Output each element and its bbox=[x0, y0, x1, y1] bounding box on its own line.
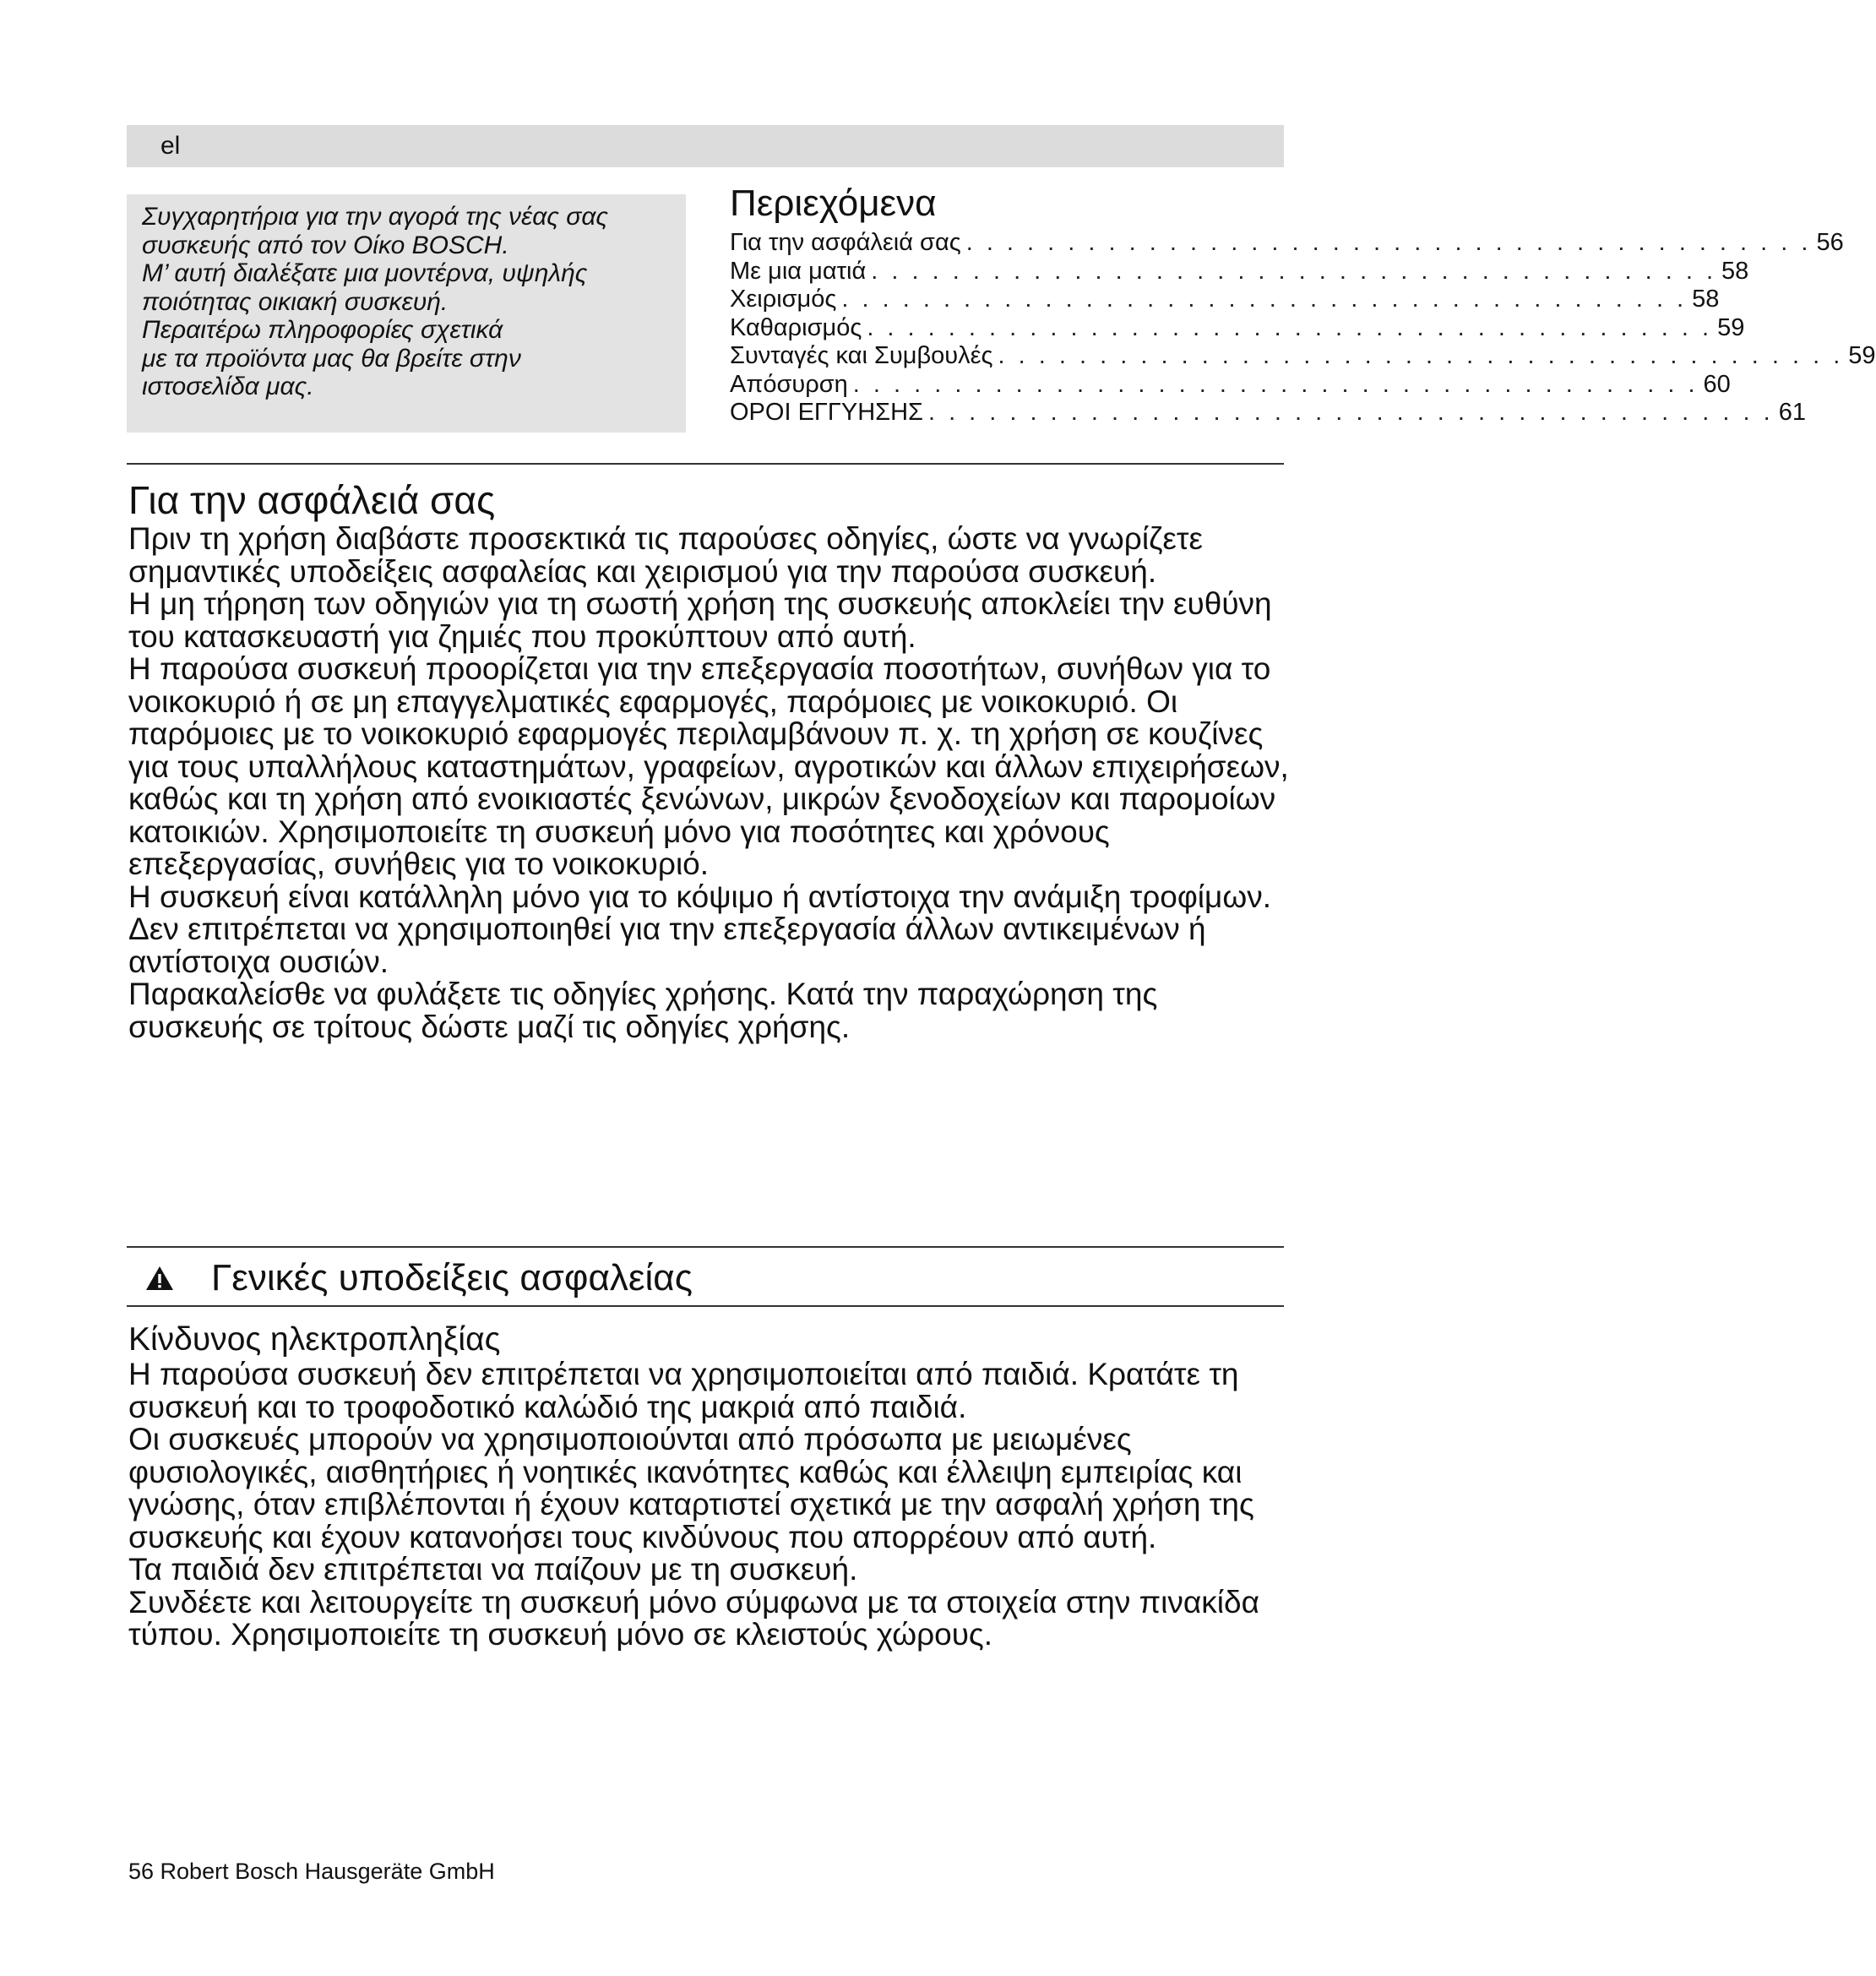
general-paragraph: Τα παιδιά δεν επιτρέπεται να παίζουν με τη συσκευή. bbox=[128, 1552, 858, 1587]
toc-leader-dots: . . . . . . . . . . . . . . . . . . . . . . . . . . . . . . . . . . . . . . . . . . bbox=[841, 286, 1688, 313]
toc-item[interactable] bbox=[730, 370, 1731, 400]
general-paragraph: Η παρούσα συσκευή δεν επιτρέπεται να χρησιμοποιείται από παιδιά. Κρατάτε τη συσκευή και το τροφοδοτικό καλώδιό της μακριά από παιδιά. bbox=[128, 1357, 1239, 1424]
toc-item-page: 58 bbox=[1721, 257, 1749, 285]
toc-item-label: Χειρισμός bbox=[730, 286, 837, 313]
safety-paragraph: Η μη τήρηση των οδηγιών για τη σωστή χρήση της συσκευής αποκλείει την ευθύνη του κατασκευαστή για ζημιές που προκύπτουν από αυτή. bbox=[128, 586, 1272, 654]
toc-title: Περιεχόμενα bbox=[730, 182, 937, 224]
intro-line: ποιότητας οικιακή συσκευή. bbox=[142, 287, 449, 316]
toc-item[interactable] bbox=[730, 342, 1876, 371]
language-tag: el bbox=[160, 132, 181, 160]
intro-line: Συγχαρητήρια για την αγορά της νέας σας bbox=[142, 203, 609, 231]
safety-title: Για την ασφάλειά σας bbox=[128, 478, 496, 522]
toc-item-page: 60 bbox=[1703, 370, 1731, 398]
toc-item[interactable] bbox=[730, 399, 1806, 427]
toc-item[interactable] bbox=[730, 313, 1745, 343]
intro-line: Περαιτέρω πληροφορίες σχετικά bbox=[142, 316, 503, 344]
toc-leader-dots: . . . . . . . . . . . . . . . . . . . . . . . . . . . . . . . . . . . . . . . . . . bbox=[871, 257, 1717, 285]
safety-paragraph: Πριν τη χρήση διαβάστε προσεκτικά τις παρούσες οδηγίες, ώστε να γνωρίζετε σημαντικές υποδείξεις ασφαλείας και χειρισμού για την παρούσα συσκευή. bbox=[128, 521, 1203, 589]
intro-box bbox=[127, 194, 686, 433]
toc-leader-dots: . . . . . . . . . . . . . . . . . . . . . . . . . . . . . . . . . . . . . . . . . . bbox=[927, 399, 1774, 426]
page-footer: 56 Robert Bosch Hausgeräte GmbH bbox=[128, 1859, 495, 1884]
toc-item[interactable] bbox=[730, 229, 1844, 258]
language-bar bbox=[127, 125, 1284, 167]
safety-paragraph: Η συσκευή είναι κατάλληλη μόνο για το κόψιμο ή αντίστοιχα την ανάμιξη τροφίμων. Δεν επιτρέπεται να χρησιμοποιηθεί για την επεξεργασία άλλων αντικειμένων ή αντίστοιχα ουσιών. bbox=[128, 879, 1272, 979]
electric-shock-section bbox=[128, 1321, 1294, 1652]
toc-leader-dots: . . . . . . . . . . . . . . . . . . . . . . . . . . . . . . . . . . . . . . . . . . bbox=[965, 229, 1812, 256]
section-divider bbox=[127, 1305, 1284, 1307]
toc-item-page: 59 bbox=[1848, 342, 1876, 369]
intro-line: ιστοσελίδα μας. bbox=[142, 373, 314, 400]
toc-leader-dots: . . . . . . . . . . . . . . . . . . . . . . . . . . . . . . . . . . . . . . . . . . bbox=[998, 342, 1844, 369]
section-divider bbox=[127, 463, 1284, 465]
electric-shock-subtitle: Κίνδυνος ηλεκτροπληξίας bbox=[128, 1321, 501, 1358]
safety-paragraph: Παρακαλείσθε να φυλάξετε τις οδηγίες χρήσης. Κατά την παραχώρηση της συσκευής σε τρίτους δώστε μαζί τις οδηγίες χρήσης. bbox=[128, 977, 1158, 1044]
toc-item-label: Καθαρισμός bbox=[730, 313, 862, 341]
intro-line: συσκευής από τον Οίκο BOSCH. bbox=[142, 231, 509, 259]
toc-item-label: Συνταγές και Συμβουλές bbox=[730, 342, 993, 369]
toc-leader-dots: . . . . . . . . . . . . . . . . . . . . . . . . . . . . . . . . . . . . . . . . . . bbox=[867, 313, 1713, 341]
toc-item[interactable] bbox=[730, 286, 1720, 314]
toc-item[interactable] bbox=[730, 257, 1749, 286]
toc-item-page: 58 bbox=[1692, 286, 1720, 313]
toc-item-label: ΟΡΟΙ ΕΓΓΥΗΣΗΣ bbox=[730, 399, 923, 426]
toc-item-label: Απόσυρση bbox=[730, 370, 848, 398]
toc-item-label: Με μια ματιά bbox=[730, 257, 867, 285]
section-divider bbox=[127, 1246, 1284, 1248]
general-paragraph: Συνδέετε και λειτουργείτε τη συσκευή μόνο σύμφωνα με τα στοιχεία στην πινακίδα τύπου. Χρησιμοποιείτε τη συσκευή μόνο σε κλειστούς χώρους. bbox=[128, 1584, 1259, 1652]
toc-item-page: 61 bbox=[1778, 399, 1806, 426]
table-of-contents bbox=[730, 182, 1876, 427]
general-paragraph: Οι συσκευές μπορούν να χρησιμοποιούνται από πρόσωπα με μειωμένες φυσιολογικές, αισθητήριες ή νοητικές ικανότητες καθώς και έλλειψη εμπειρίας και γνώσης, όταν επιβλέπονται ή έχουν καταρτιστεί σχετικά με την ασφαλή χρήση της συσκευής και έχουν κατανοήσει τους κινδύνους που απορρέουν από αυτή. bbox=[128, 1422, 1254, 1554]
toc-item-page: 56 bbox=[1816, 229, 1844, 256]
toc-leader-dots: . . . . . . . . . . . . . . . . . . . . . . . . . . . . . . . . . . . . . . . . . . bbox=[852, 370, 1699, 398]
general-safety-heading bbox=[128, 1254, 1286, 1303]
safety-paragraph: Η παρούσα συσκευή προορίζεται για την επεξεργασία ποσοτήτων, συνήθων για το νοικοκυριό ή σε μη επαγγελματικές εφαρμογές, παρόμοιες με νοικοκυριό. Οι παρόμοιες με το νοικοκυριό εφαρμογές περιλαμβάνουν π. χ. τη χρήση σε κουζίνες για τους υπαλλήλους καταστημάτων, γραφείων, αγροτικών και άλλων επιχειρήσεων, καθώς και τη χρήση από ενοικιαστές ξενώνων, μικρών ξενοδοχείων και παρομοίων κατοικιών. Χρησιμοποιείτε τη συσκευή μόνο για ποσότητες και χρόνους επεξεργασίας, συνήθεις για το νοικοκυριό. bbox=[128, 651, 1289, 881]
general-safety-title: Γενικές υποδείξεις ασφαλείας bbox=[211, 1257, 693, 1298]
toc-item-page: 59 bbox=[1717, 313, 1745, 341]
intro-line: με τα προϊόντα μας θα βρείτε στην bbox=[142, 344, 521, 373]
intro-line: Μ’ αυτή διαλέξατε μια μοντέρνα, υψηλής bbox=[142, 259, 588, 287]
safety-section bbox=[128, 477, 1294, 1043]
warning-triangle-icon bbox=[145, 1266, 174, 1291]
toc-item-label: Για την ασφάλειά σας bbox=[730, 229, 961, 256]
